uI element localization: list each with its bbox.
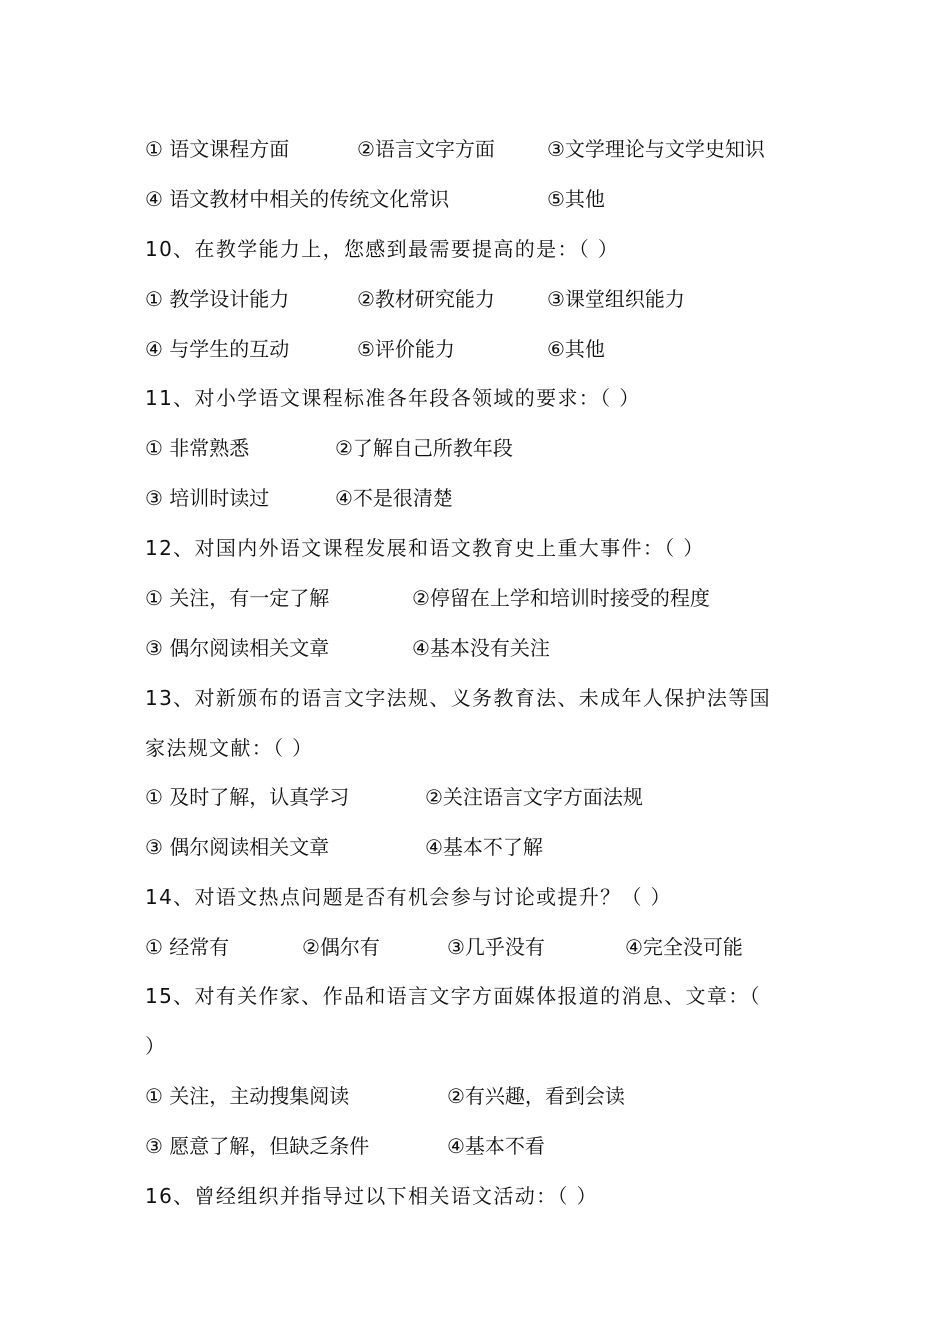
option-item: ④完全没可能 [625,935,743,959]
option-item: ②停留在上学和培训时接受的程度 [412,586,710,610]
question-text: 16、曾经组织并指导过以下相关语文活动：（ ） [145,1184,598,1208]
option-item: ②教材研究能力 [357,287,495,311]
option-item: ⑥其他 [547,337,605,361]
question-text: ） [145,1034,167,1058]
option-item: ②有兴趣，看到会读 [447,1084,625,1108]
option-item: ① 关注，有一定了解 [145,586,330,610]
option-item: ① 关注，主动搜集阅读 [145,1084,350,1108]
option-item: ③文学理论与文学史知识 [547,137,765,161]
option-item: ④基本不了解 [425,835,543,859]
option-item: ③ 偶尔阅读相关文章 [145,835,330,859]
question-text: 12、对国内外语文课程发展和语文教育史上重大事件：（ ） [145,536,705,560]
option-item: ④不是很清楚 [335,486,453,510]
option-item: ③ 愿意了解，但缺乏条件 [145,1134,370,1158]
question-text: 10、在教学能力上，您感到最需要提高的是：（ ） [145,237,620,261]
question-text: 15、对有关作家、作品和语言文字方面媒体报道的消息、文章：（ [145,984,761,1008]
option-item: ②了解自己所教年段 [335,436,513,460]
option-item: ④基本没有关注 [412,636,550,660]
option-item: ④ 语文教材中相关的传统文化常识 [145,187,450,211]
option-item: ②关注语言文字方面法规 [425,785,643,809]
option-item: ②偶尔有 [302,935,380,959]
option-item: ① 语文课程方面 [145,137,290,161]
option-item: ②语言文字方面 [357,137,495,161]
option-item: ① 教学设计能力 [145,287,290,311]
option-item: ③几乎没有 [447,935,545,959]
option-item: ③课堂组织能力 [547,287,685,311]
option-item: ① 经常有 [145,935,230,959]
option-item: ① 及时了解，认真学习 [145,785,350,809]
question-text: 11、对小学语文课程标准各年段各领域的要求：（ ） [145,386,641,410]
option-item: ⑤评价能力 [357,337,455,361]
option-item: ④基本不看 [447,1134,545,1158]
question-text: 14、对语文热点问题是否有机会参与讨论或提升？（ ） [145,885,672,909]
option-item: ⑤其他 [547,187,605,211]
question-text: 13、对新颁布的语言文字法规、义务教育法、未成年人保护法等国 [145,686,771,710]
question-text: 家法规文献：（ ） [145,736,314,760]
option-item: ③ 培训时读过 [145,486,270,510]
option-item: ④ 与学生的互动 [145,337,290,361]
option-item: ③ 偶尔阅读相关文章 [145,636,330,660]
option-item: ① 非常熟悉 [145,436,250,460]
